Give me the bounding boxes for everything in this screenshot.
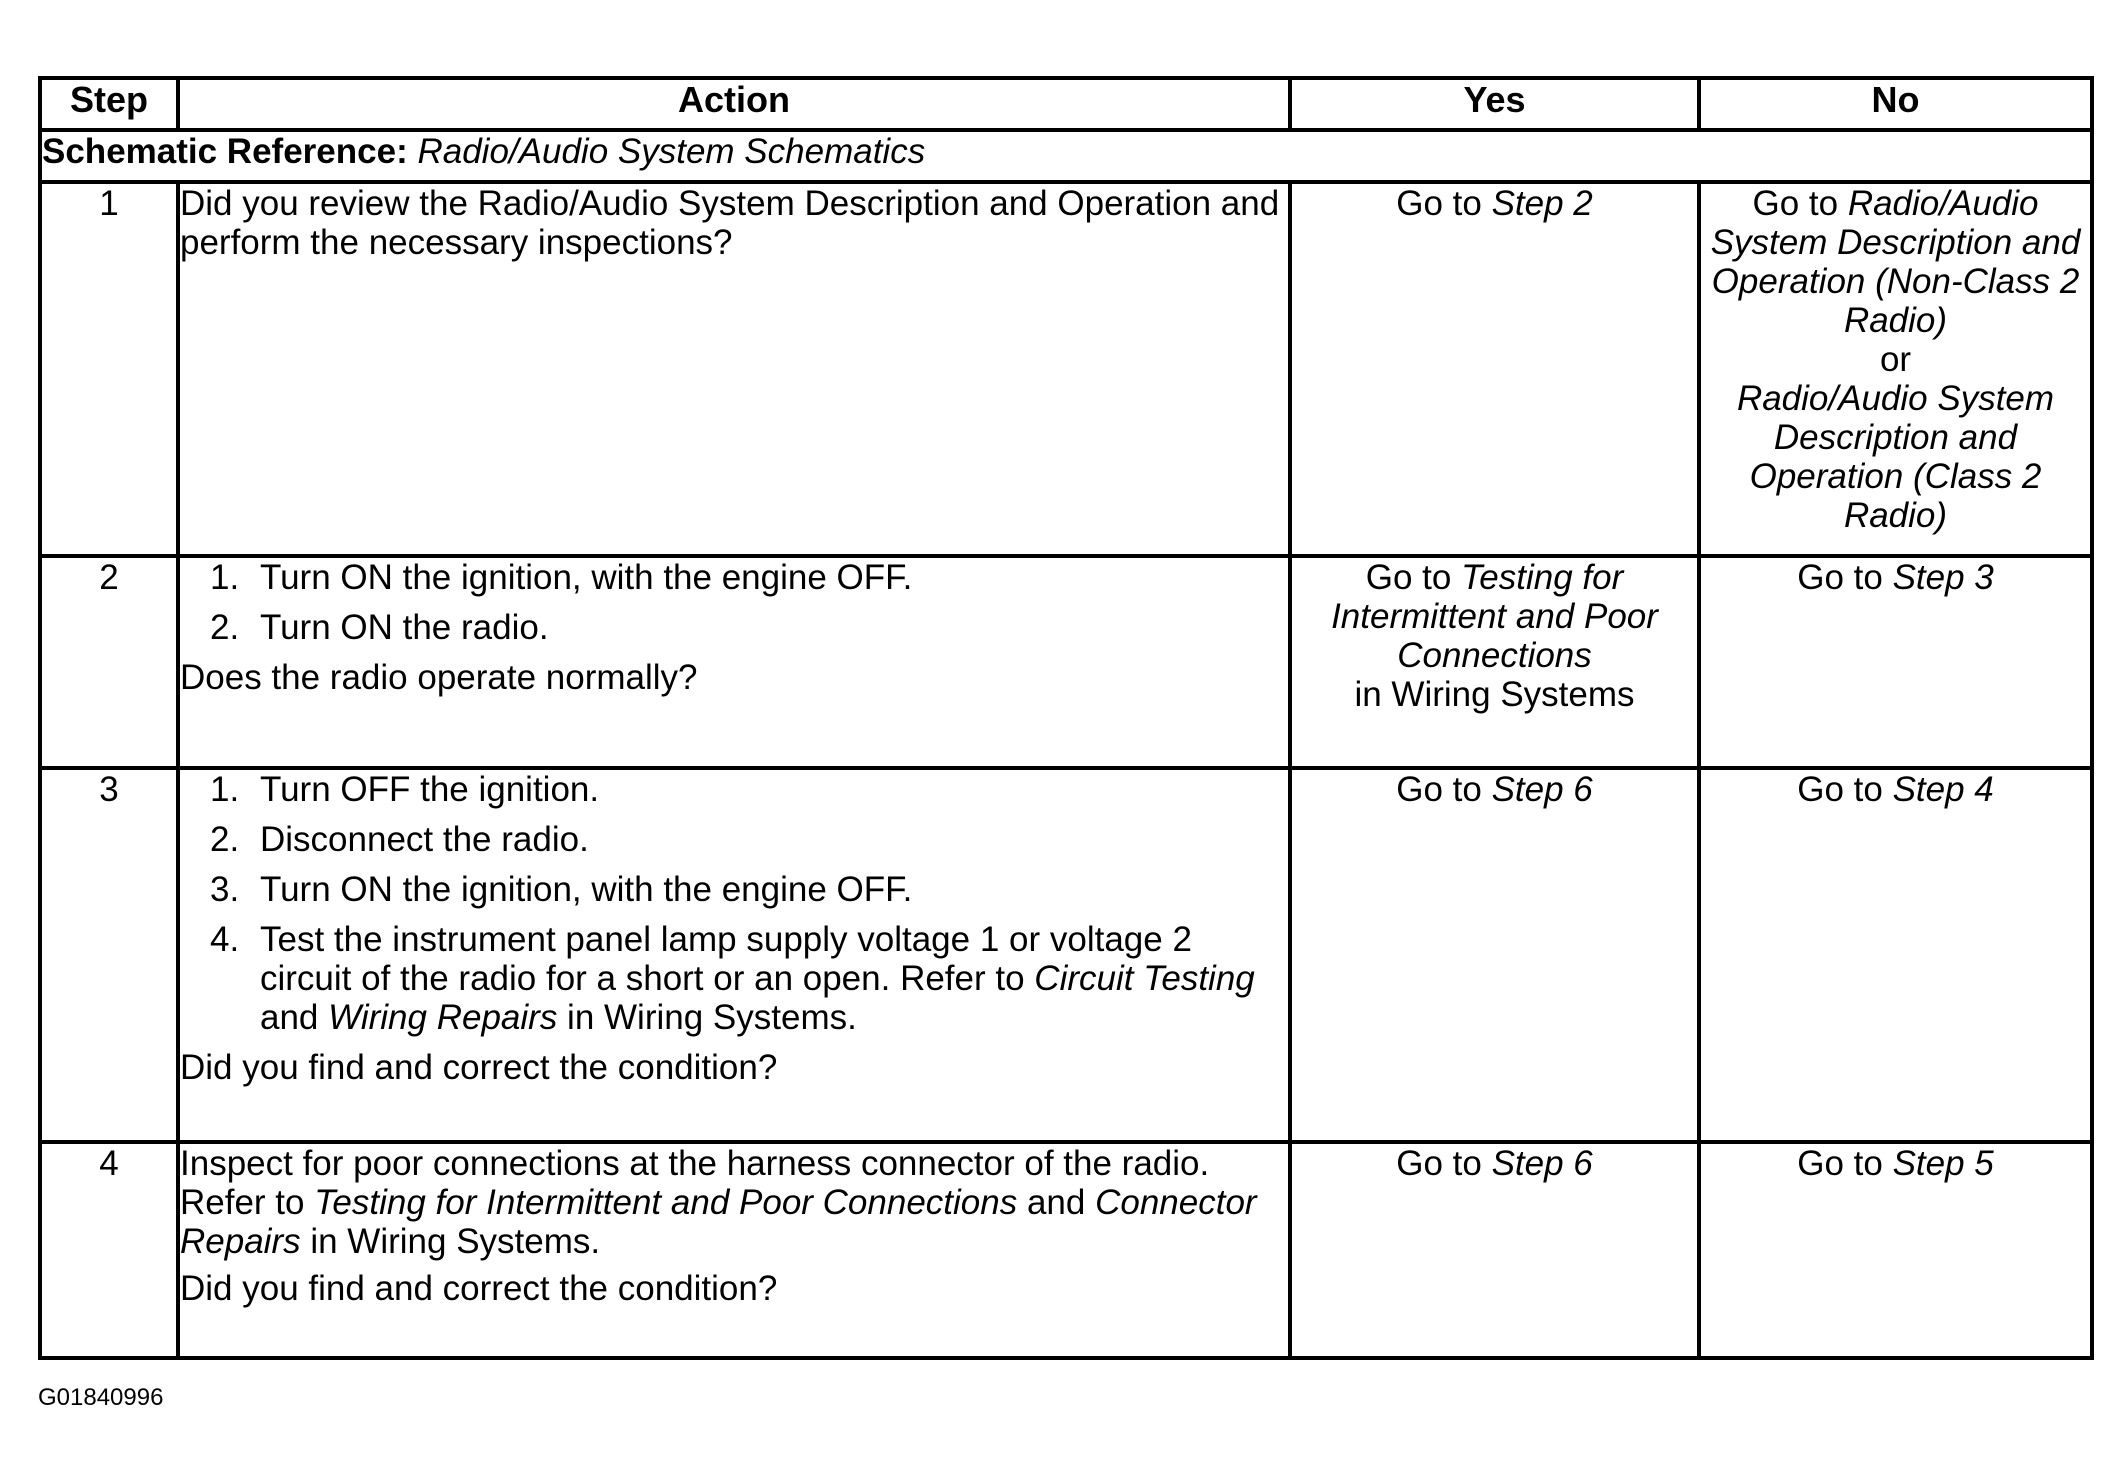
list-item [180, 608, 1288, 647]
text-fragment: Test the instrument panel lamp supply voltage 1 or voltage 2 circuit of the radio for a short or an open. Refer to [260, 920, 1192, 998]
no-link[interactable]: Step 3 [1892, 558, 1994, 597]
header-no: No [1699, 78, 2092, 130]
list-item [180, 820, 1288, 859]
action-steps-list [180, 770, 1288, 1037]
header-action: Action [178, 78, 1290, 130]
table-row-step-2 [40, 556, 2092, 768]
action-steps-list [180, 558, 1288, 647]
no-cell [1699, 182, 2092, 556]
list-item [180, 558, 1288, 597]
table-row-step-4 [40, 1142, 2092, 1358]
text-fragment: Inspect for poor connections at the harness connector of the radio. Refer to [180, 1144, 1210, 1222]
text-fragment: and [1017, 1183, 1096, 1222]
step-number: 1 [40, 182, 178, 556]
table-row-step-3 [40, 768, 2092, 1142]
text-fragment: in Wiring Systems. [300, 1222, 601, 1261]
list-item-number: 2. [210, 608, 240, 647]
no-link[interactable]: Step 4 [1892, 770, 1994, 809]
header-step: Step [40, 78, 178, 130]
no-cell [1699, 768, 2092, 1142]
yes-suffix: in Wiring Systems [1354, 675, 1635, 714]
action-question: Did you find and correct the condition? [180, 1048, 778, 1087]
schematic-reference-label: Schematic Reference: [42, 132, 408, 171]
figure-id: G01840996 [38, 1384, 164, 1411]
yes-prefix: Go to [1396, 1144, 1492, 1183]
yes-cell [1290, 1142, 1699, 1358]
schematic-reference-link[interactable]: Radio/Audio System Schematics [417, 132, 926, 171]
diagnostic-table [38, 76, 2094, 1360]
yes-link[interactable]: Step 6 [1491, 1144, 1593, 1183]
yes-prefix: Go to [1396, 770, 1492, 809]
header-row [40, 78, 2092, 130]
yes-cell [1290, 556, 1699, 768]
step-number: 3 [40, 768, 178, 1142]
list-item-text: Turn OFF the ignition. [260, 770, 600, 809]
yes-link[interactable]: Step 2 [1491, 184, 1593, 223]
list-item-number: 2. [210, 820, 240, 859]
list-item [180, 770, 1288, 809]
action-cell [178, 768, 1290, 1142]
no-link-2[interactable]: Radio/Audio System Description and Operation (Class 2 Radio) [1736, 379, 2055, 535]
no-link-1[interactable]: Radio/Audio System Description and Operation (Non-Class 2 Radio) [1710, 184, 2081, 340]
action-question: Does the radio operate normally? [180, 658, 698, 697]
list-item-number: 1. [210, 770, 240, 809]
list-item-text: Disconnect the radio. [260, 820, 589, 859]
schematic-reference-cell [40, 130, 2092, 182]
yes-cell [1290, 768, 1699, 1142]
no-prefix: Go to [1752, 184, 1848, 223]
yes-link[interactable]: Testing for Intermittent and Poor Connections [1331, 558, 1658, 675]
list-item-text: Turn ON the radio. [260, 608, 549, 647]
text-fragment: and [260, 998, 329, 1037]
no-cell [1699, 1142, 2092, 1358]
no-cell [1699, 556, 2092, 768]
list-item [180, 870, 1288, 909]
action-question: Did you find and correct the condition? [180, 1269, 778, 1308]
header-yes: Yes [1290, 78, 1699, 130]
no-link[interactable]: Step 5 [1892, 1144, 1994, 1183]
list-item-text [260, 920, 1255, 1037]
list-item-number: 1. [210, 558, 240, 597]
yes-prefix: Go to [1365, 558, 1462, 597]
action-cell [178, 1142, 1290, 1358]
list-item-text: Turn ON the ignition, with the engine OFF. [260, 558, 913, 597]
circuit-testing-link[interactable]: Circuit Testing [1034, 959, 1255, 998]
connector-repairs-link[interactable]: Connector Repairs [180, 1183, 1257, 1261]
yes-cell [1290, 182, 1699, 556]
list-item [180, 920, 1288, 1037]
action-text [180, 1144, 1288, 1261]
list-item-number: 3. [210, 870, 240, 909]
action-cell [178, 556, 1290, 768]
yes-prefix: Go to [1396, 184, 1492, 223]
list-item-text: Turn ON the ignition, with the engine OFF. [260, 870, 913, 909]
text-fragment: in Wiring Systems. [557, 998, 857, 1037]
step-number: 2 [40, 556, 178, 768]
action-text: Did you review the Radio/Audio System Description and Operation and perform the necessary inspections? [180, 184, 1280, 262]
no-prefix: Go to [1797, 558, 1893, 597]
step-number: 4 [40, 1142, 178, 1358]
no-prefix: Go to [1797, 770, 1893, 809]
action-cell [178, 182, 1290, 556]
testing-intermittent-link[interactable]: Testing for Intermittent and Poor Connections [314, 1183, 1018, 1222]
yes-link[interactable]: Step 6 [1491, 770, 1593, 809]
no-or: or [1879, 340, 1912, 379]
table-row-step-1 [40, 182, 2092, 556]
no-prefix: Go to [1797, 1144, 1893, 1183]
schematic-reference-row [40, 130, 2092, 182]
wiring-repairs-link[interactable]: Wiring Repairs [328, 998, 558, 1037]
list-item-number: 4. [210, 920, 240, 959]
